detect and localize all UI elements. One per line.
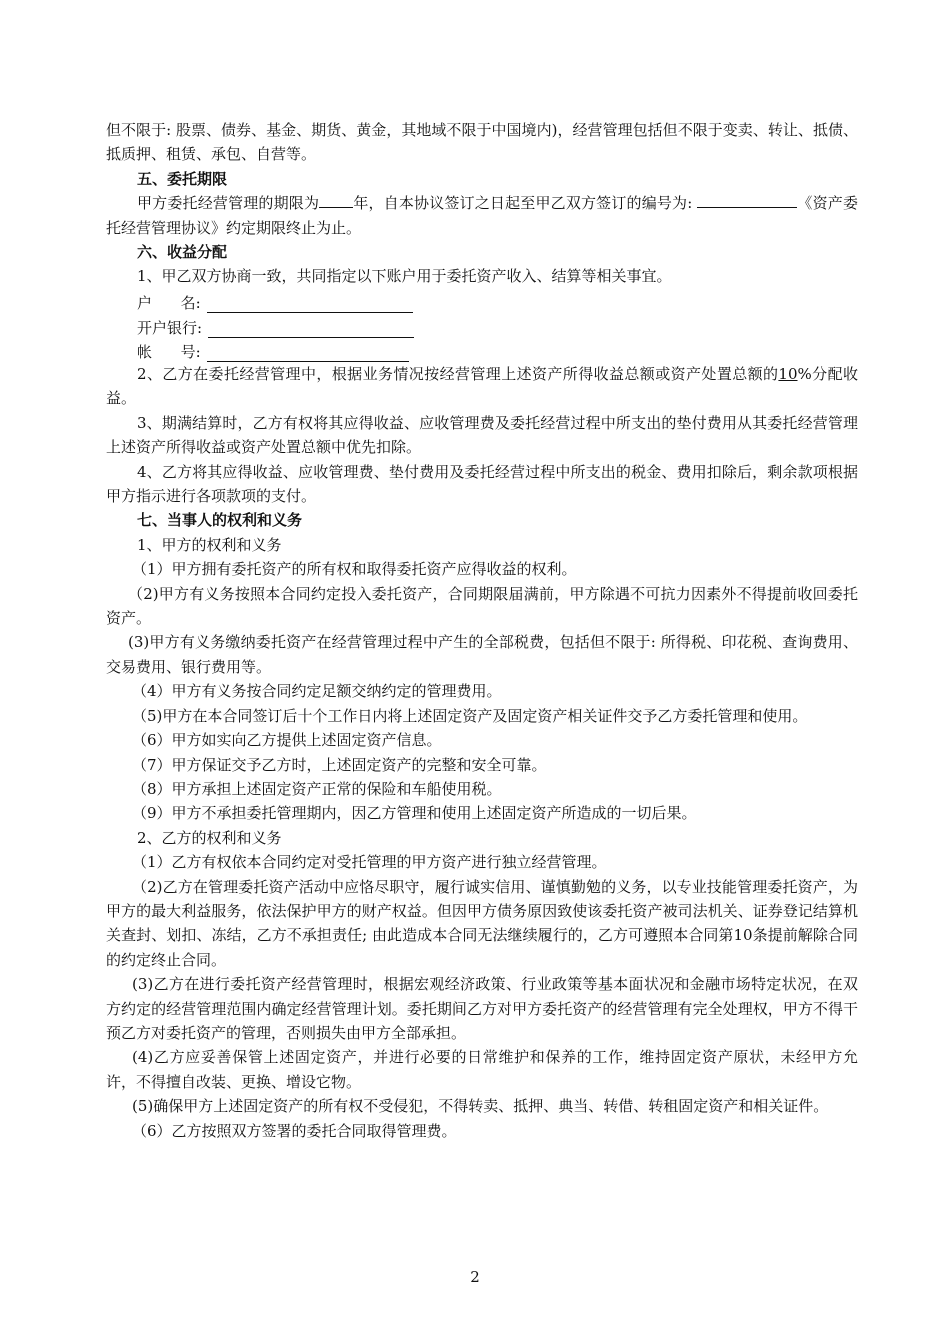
heading-entrust-term: 五、委托期限 [137, 169, 228, 188]
profit-share-pre: 2、乙方在委托经营管理中，根据业务情况按经营管理上述资产所得收益总额或资产处置总额的 [137, 365, 779, 384]
account-number-label: 帐 号: [137, 343, 201, 362]
party-a-clause-4: （4）甲方有义务按合同约定足额交纳约定的管理费用。 [132, 682, 502, 701]
party-b-clause-6: （6）乙方按照双方签署的委托合同取得管理费。 [132, 1121, 457, 1140]
party-b-clause-2: （2)乙方在管理委托资产活动中应恪尽职守，履行诚实信用、谨慎勤勉的义务，以专业技能管理委托资产，为甲方的最大利益服务，依法保护甲方的财产权益。但因甲方债务原因致使该委托资产被司法机关、证券登记结算机关查封、划扣、冻结，乙方不承担责任; 由此造成本合同无法继续履行的，乙方可遵照本合同第10条提前解除合同的约定终止合同。 [106, 877, 858, 969]
paragraph-term [106, 191, 858, 240]
page-number: 2 [470, 1268, 480, 1286]
party-a-clause-1: （1）甲方拥有委托资产的所有权和取得委托资产应得收益的权利。 [132, 560, 577, 579]
agreement-number-blank [697, 191, 797, 208]
bank-label: 开户银行: [137, 318, 203, 337]
profit-share-percent: 10 [778, 365, 798, 384]
term-text-post: 《资产委托经营管理协议》约定期限终止为止。 [106, 194, 858, 237]
paragraph-profit-share [106, 362, 858, 411]
party-a-clause-6: （6）甲方如实向乙方提供上述固定资产信息。 [132, 731, 442, 750]
party-a-clause-9: （9）甲方不承担委托管理期内，因乙方管理和使用上述固定资产所造成的一切后果。 [132, 804, 697, 823]
account-name-label: 户 名: [137, 294, 201, 313]
party-a-clause-3: (3)甲方有义务缴纳委托资产在经营管理过程中产生的全部税费，包括但不限于: 所得税、印花税、查询费用、交易费用、银行费用等。 [106, 633, 858, 676]
paragraph-account-designation: 1、甲乙双方协商一致，共同指定以下账户用于委托资产收入、结算等相关事宜。 [137, 267, 672, 286]
party-a-clause-8: （8）甲方承担上述固定资产正常的保险和车船使用税。 [132, 779, 502, 798]
party-b-clause-1: （1）乙方有权依本合同约定对受托管理的甲方资产进行独立经营管理。 [132, 853, 607, 872]
term-text-mid: 年，自本协议签订之日起至甲乙双方签订的编号为: [353, 194, 693, 213]
term-years-blank [319, 191, 353, 208]
party-a-clause-7: （7）甲方保证交予乙方时，上述固定资产的完整和安全可靠。 [132, 755, 547, 774]
account-number-blank [207, 345, 409, 362]
document-body [106, 118, 858, 1143]
party-a-clause-5: （5)甲方在本合同签订后十个工作日内将上述固定资产及固定资产相关证件交予乙方委托管理和使用。 [132, 706, 808, 725]
subheading-party-b: 2、乙方的权利和义务 [137, 828, 282, 847]
bank-row [106, 313, 858, 337]
term-text-pre: 甲方委托经营管理的期限为 [137, 194, 320, 213]
party-b-clause-3: (3)乙方在进行委托资产经营管理时，根据宏观经济政策、行业政策等基本面状况和金融市场特定状况，在双方约定的经营管理范围内确定经营管理计划。委托期间乙方对甲方委托资产的经营管理有完全处理权，甲方不得干预乙方对委托资产的管理，否则损失由甲方全部承担。 [106, 975, 858, 1042]
paragraph-settlement: 3、期满结算时，乙方有权将其应得收益、应收管理费及委托经营过程中所支出的垫付费用从其委托经营管理上述资产所得收益或资产处置总额中优先扣除。 [106, 413, 858, 457]
party-a-clause-2: （2)甲方有义务按照本合同约定投入委托资产，合同期限届满前，甲方除遇不可抗力因素外不得提前收回委托资产。 [106, 584, 858, 628]
account-name-row [106, 289, 858, 313]
account-number-row [106, 338, 858, 362]
party-b-clause-5: (5)确保甲方上述固定资产的所有权不受侵犯，不得转卖、抵押、典当、转借、转租固定资产和相关证件。 [132, 1097, 829, 1116]
heading-rights-obligations: 七、当事人的权利和义务 [137, 511, 303, 530]
paragraph-scope-continued: 但不限于: 股票、债券、基金、期货、黄金，其地域不限于中国境内)，经营管理包括但不限于变卖、转让、抵债、抵质押、租赁、承包、自营等。 [106, 121, 858, 164]
profit-share-post: %分配收益。 [106, 365, 858, 408]
account-name-blank [207, 296, 413, 313]
paragraph-remaining-payment: 4、乙方将其应得收益、应收管理费、垫付费用及委托经营过程中所支出的税金、费用扣除后，剩余款项根据甲方指示进行各项款项的支付。 [106, 462, 858, 506]
subheading-party-a: 1、甲方的权利和义务 [137, 535, 282, 554]
heading-profit-distribution: 六、收益分配 [137, 243, 228, 262]
bank-blank [208, 321, 414, 338]
party-b-clause-4: (4)乙方应妥善保管上述固定资产，并进行必要的日常维护和保养的工作，维持固定资产原状，未经甲方允许，不得擅自改装、更换、增设它物。 [106, 1048, 858, 1091]
